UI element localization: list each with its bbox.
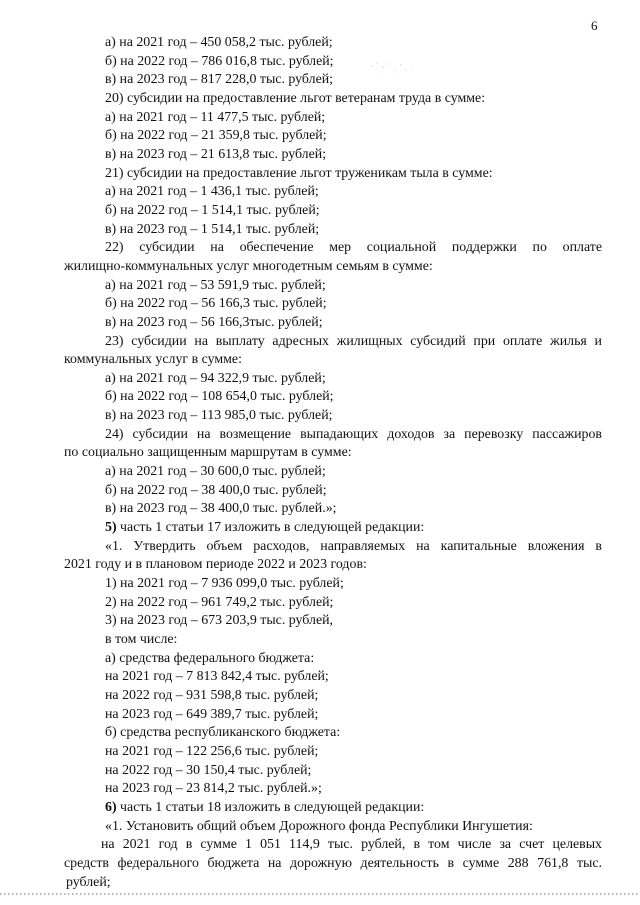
text-line	[64, 239, 602, 258]
text-line	[64, 687, 602, 706]
text-line	[64, 762, 602, 781]
line-text: 20) субсидии на предоставление льгот ветеранам труда в сумме:	[105, 90, 486, 106]
text-line	[64, 333, 602, 352]
text-line	[64, 482, 602, 501]
text-line	[64, 631, 602, 650]
line-text: б) на 2022 год – 1 514,1 тыс. рублей;	[105, 202, 320, 218]
line-text: б) на 2022 год – 38 400,0 тыс. рублей;	[105, 482, 327, 498]
line-text: б) средства республиканского бюджета:	[105, 725, 341, 741]
item-number: 5)	[105, 520, 117, 536]
line-text: на 2022 год – 931 598,8 тыс. рублей;	[105, 687, 319, 703]
line-text: рублей;	[66, 874, 111, 890]
document-body	[64, 34, 602, 892]
line-text: часть 1 статьи 18 изложить в следующей редакции:	[116, 799, 425, 815]
text-line	[64, 314, 602, 333]
line-text: в) на 2023 год – 56 166,3тыс. рублей;	[105, 314, 323, 330]
text-line	[64, 388, 602, 407]
text-line	[64, 743, 602, 762]
text-line	[64, 183, 602, 202]
text-line	[64, 463, 602, 482]
line-text: б) на 2022 год – 108 654,0 тыс. рублей;	[105, 389, 334, 405]
line-text: а) на 2021 год – 1 436,1 тыс. рублей;	[105, 184, 319, 200]
line-text: а) на 2021 год – 94 322,9 тыс. рублей;	[105, 370, 326, 386]
line-text: в) на 2023 год – 817 228,0 тыс. рублей;	[105, 72, 334, 88]
text-line	[64, 519, 602, 538]
line-text: «1. Установить общий объем Дорожного фонда Республики Ингушетия:	[105, 818, 533, 834]
text-line	[64, 351, 602, 370]
scan-footer-artifact	[0, 891, 640, 897]
line-text: в) на 2023 год – 113 985,0 тыс. рублей;	[105, 408, 333, 424]
line-text: 1) на 2021 год – 7 936 099,0 тыс. рублей;	[105, 576, 344, 592]
text-line	[64, 221, 602, 240]
text-line	[64, 71, 602, 90]
text-line	[64, 277, 602, 296]
text-line	[64, 855, 602, 874]
line-text: на 2023 год – 649 389,7 тыс. рублей;	[105, 706, 319, 722]
text-line	[64, 258, 602, 277]
line-text: б) на 2022 год – 56 166,3 тыс. рублей;	[105, 296, 327, 312]
line-text: «1. Утвердить объем расходов, направляемых на капитальные вложения в	[105, 538, 602, 554]
text-line	[64, 706, 602, 725]
line-text: на 2021 год в сумме 1 051 114,9 тыс. рублей, в том числе за счет целевых	[101, 837, 602, 853]
text-line	[64, 34, 602, 53]
line-text: 2021 году и в плановом периоде 2022 и 2023 годов:	[64, 557, 367, 573]
line-text: а) на 2021 год – 450 058,2 тыс. рублей;	[105, 35, 333, 50]
page-number: 6	[591, 18, 598, 33]
text-line	[64, 295, 602, 314]
line-text: б) на 2022 год – 21 359,8 тыс. рублей;	[105, 128, 327, 144]
text-line	[64, 724, 602, 743]
line-text: по социально защищенным маршрутам в сумме:	[64, 445, 352, 461]
text-line	[64, 500, 602, 519]
text-line	[64, 818, 602, 837]
line-text: а) на 2021 год – 30 600,0 тыс. рублей;	[105, 464, 326, 480]
text-line	[64, 165, 602, 184]
line-text: на 2021 год – 122 256,6 тыс. рублей;	[105, 743, 319, 759]
line-text: 2) на 2022 год – 961 749,2 тыс. рублей;	[105, 594, 334, 610]
line-text: 22) субсидии на обеспечение мер социальной поддержки по оплате	[105, 240, 602, 256]
text-line	[64, 836, 602, 855]
text-line	[64, 780, 602, 799]
line-text: 3) на 2023 год – 673 203,9 тыс. рублей,	[105, 613, 334, 629]
text-line	[64, 90, 602, 109]
text-line	[64, 53, 602, 72]
line-text: на 2023 год – 23 814,2 тыс. рублей.»;	[105, 781, 322, 797]
line-text: 23) субсидии на выплату адресных жилищных субсидий при оплате жилья и	[105, 333, 602, 349]
item-number: 6)	[105, 799, 117, 815]
text-line	[64, 612, 602, 631]
line-text: жилищно-коммунальных услуг многодетным семьям в сумме:	[64, 258, 433, 274]
text-line	[64, 426, 602, 445]
text-line	[64, 538, 602, 557]
line-text: в) на 2023 год – 1 514,1 тыс. рублей;	[105, 221, 320, 237]
line-text: а) на 2021 год – 11 477,5 тыс. рублей;	[105, 109, 326, 125]
text-line	[64, 650, 602, 669]
text-line	[64, 370, 602, 389]
line-text: средств федерального бюджета на дорожную деятельность в сумме 288 761,8 тыс.	[64, 855, 602, 871]
text-line	[64, 575, 602, 594]
text-line	[64, 668, 602, 687]
text-line	[64, 202, 602, 221]
line-text: а) на 2021 год – 53 591,9 тыс. рублей;	[105, 277, 326, 293]
line-text: 21) субсидии на предоставление льгот труженикам тыла в сумме:	[105, 165, 493, 181]
text-line	[64, 594, 602, 613]
line-text: в том числе:	[105, 632, 178, 647]
text-line	[64, 799, 602, 818]
line-text: на 2021 год – 7 813 842,4 тыс. рублей;	[105, 669, 329, 685]
line-text: в) на 2023 год – 21 613,8 тыс. рублей;	[105, 146, 327, 162]
text-line	[64, 444, 602, 463]
line-text: б) на 2022 год – 786 016,8 тыс. рублей;	[105, 53, 334, 69]
text-line	[64, 556, 602, 575]
line-text: коммунальных услуг в сумме:	[64, 352, 242, 368]
text-line	[64, 127, 602, 146]
line-text: на 2022 год – 30 150,4 тыс. рублей;	[105, 762, 312, 778]
text-line	[64, 874, 602, 893]
text-line	[64, 407, 602, 426]
line-text: в) на 2023 год – 38 400,0 тыс. рублей.»;	[105, 501, 337, 517]
line-text: а) средства федерального бюджета:	[105, 650, 315, 666]
line-text: часть 1 статьи 17 изложить в следующей редакции:	[116, 520, 425, 536]
line-text: 24) субсидии на возмещение выпадающих доходов за перевозку пассажиров	[105, 426, 602, 442]
text-line	[64, 109, 602, 128]
text-line	[64, 146, 602, 165]
